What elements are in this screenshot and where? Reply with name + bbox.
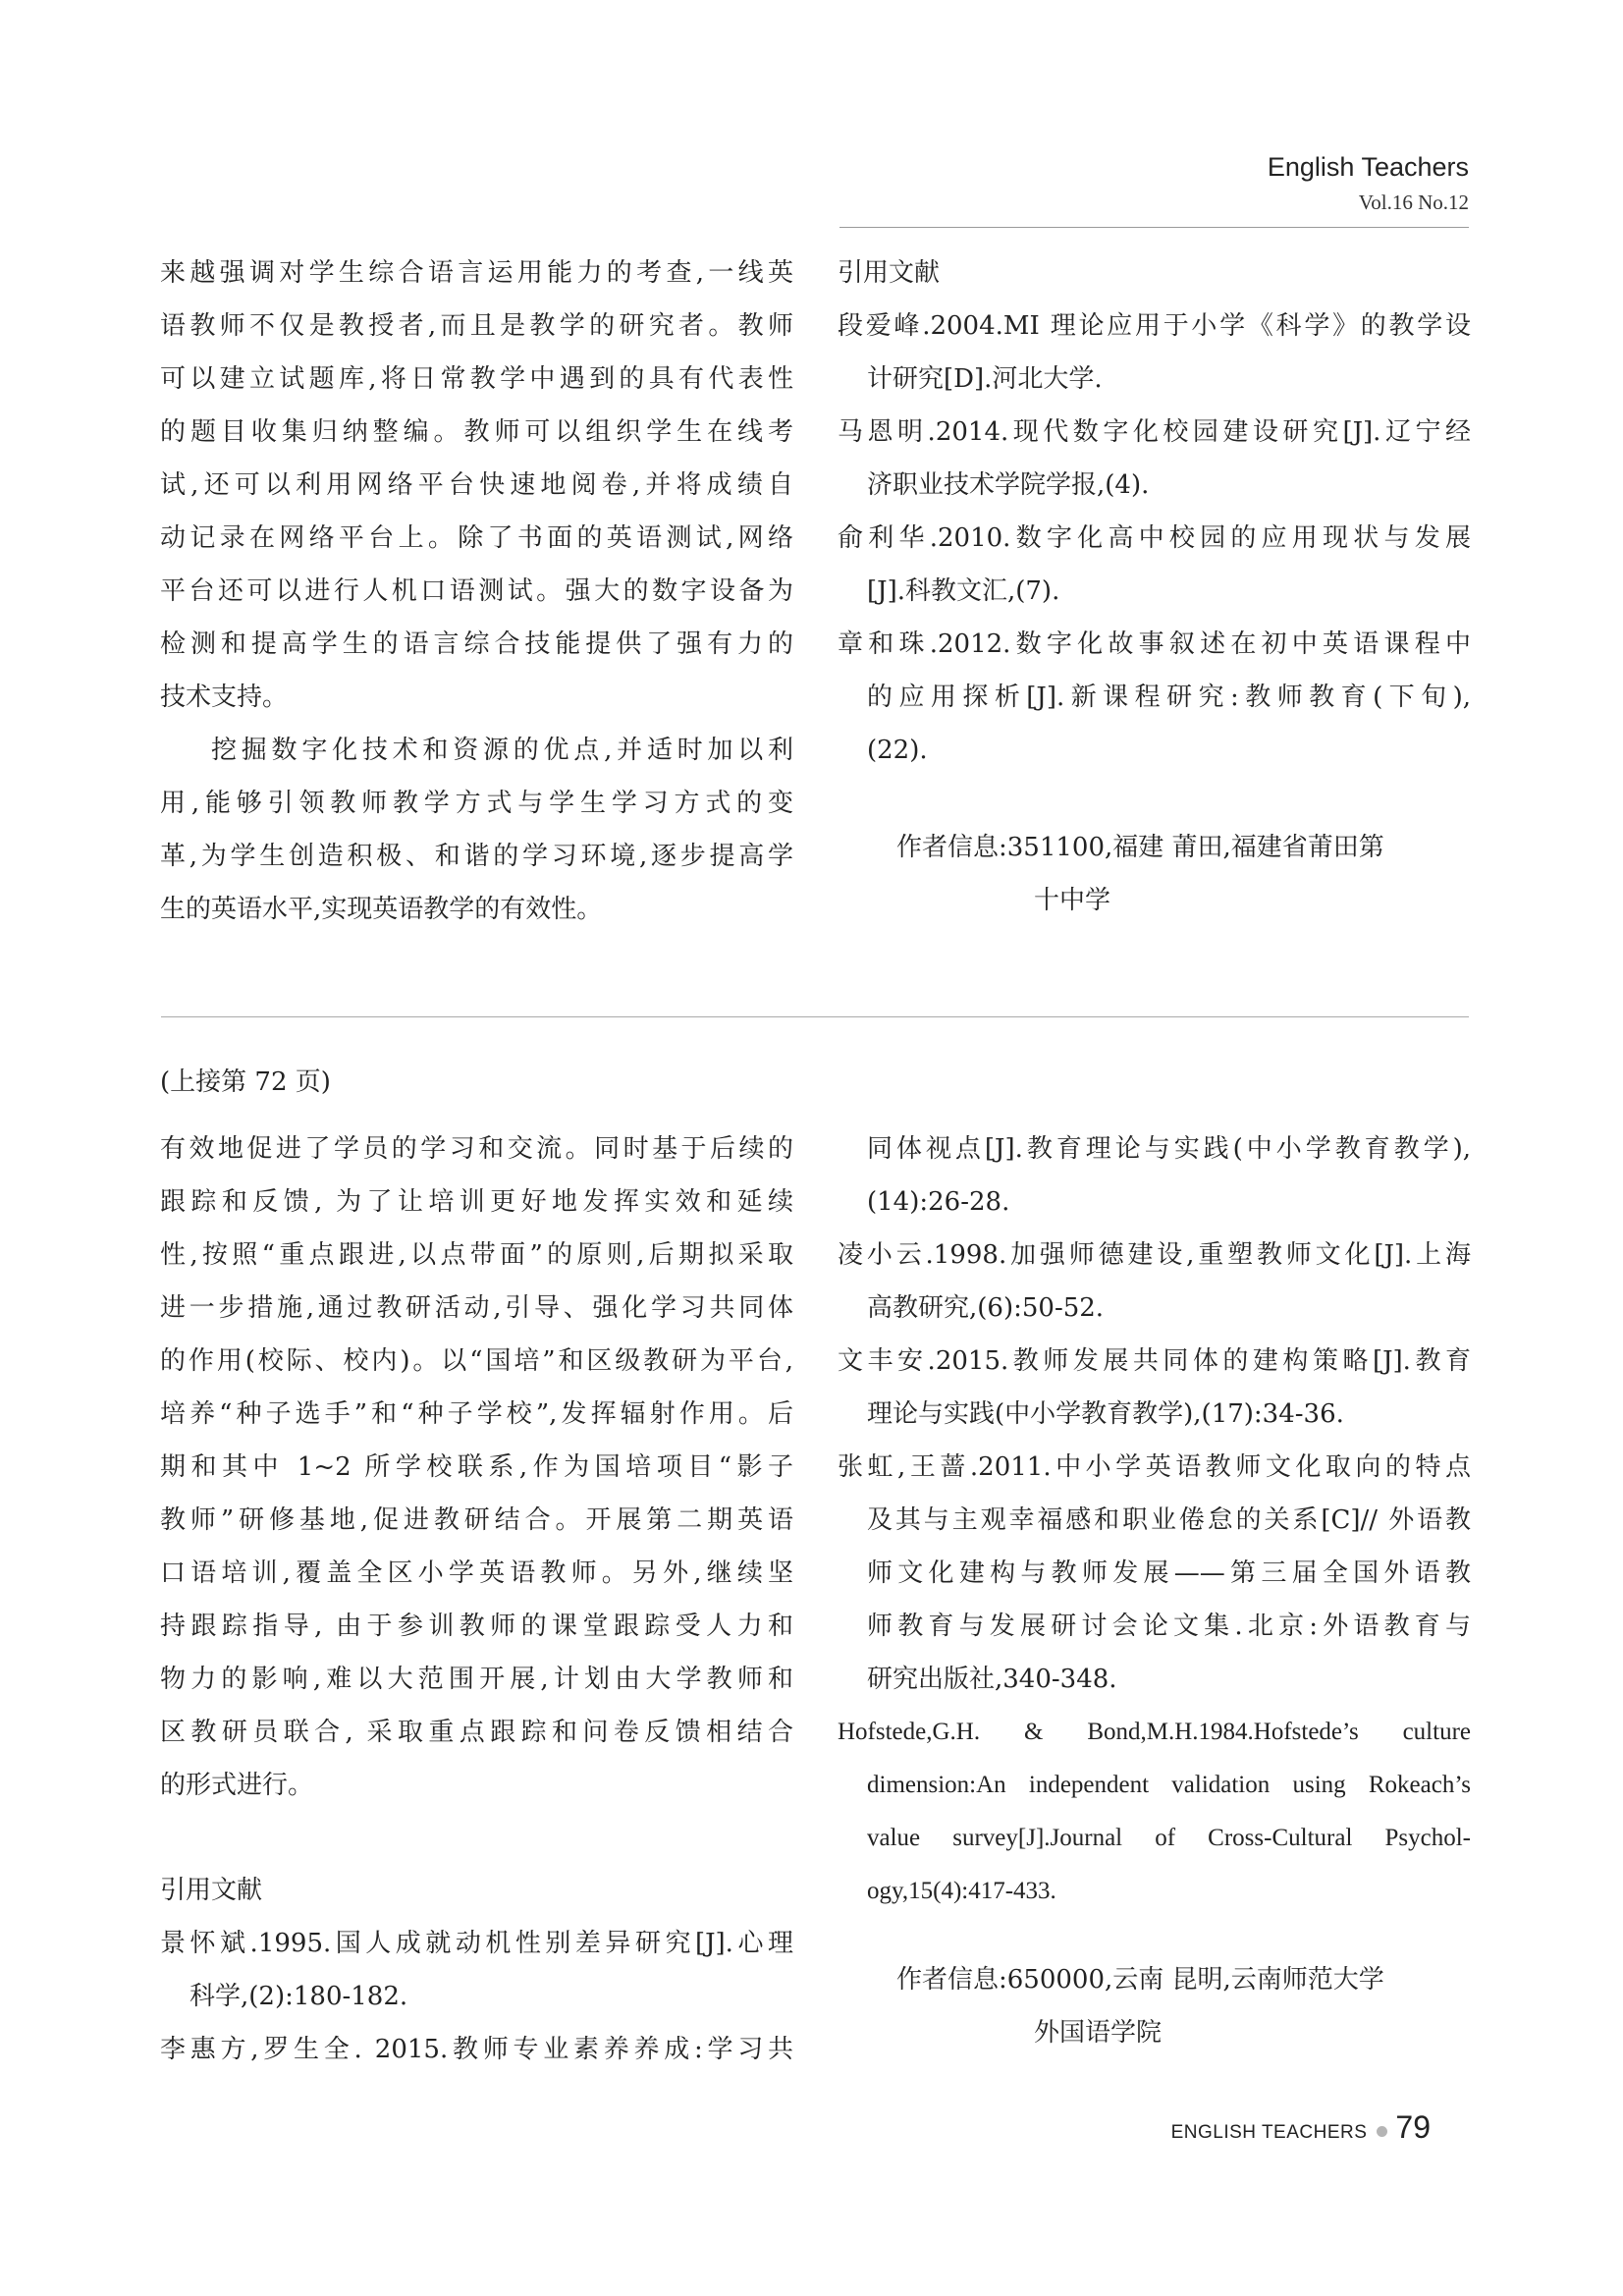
bottom-right-references xyxy=(838,1122,1471,1918)
reference-line: 凌小云.1998.加强师德建设,重塑教师文化[J].上海 xyxy=(838,1240,1471,1270)
body-line: 教师”研修基地,促进教研结合。开展第二期英语 xyxy=(160,1505,793,1535)
body-line: 试,还可以利用网络平台快速地阅卷,并将成绩自 xyxy=(160,470,793,500)
reference-line: 及其与主观幸福感和职业倦怠的关系[C]// 外语教 xyxy=(867,1505,1471,1535)
reference-line: 李惠方,罗生全. 2015.教师专业素养养成:学习共 xyxy=(160,2035,793,2064)
body-line: 可以建立试题库,将日常教学中遇到的具有代表性 xyxy=(160,364,793,394)
continued-from-note: (上接第 72 页) xyxy=(160,1067,331,1097)
references-heading: 引用文献 xyxy=(838,258,941,288)
reference-line: 的应用探析[J].新课程研究:教师教育(下旬), xyxy=(867,683,1471,712)
reference-line: 章和珠.2012.数字化故事叙述在初中英语课程中 xyxy=(838,629,1471,659)
body-line: 的形式进行。 xyxy=(160,1771,314,1800)
page-number: 79 xyxy=(1395,2109,1431,2145)
section-divider xyxy=(161,1016,1469,1017)
running-header xyxy=(1268,147,1469,218)
reference-line: Hofstede,G.H. & Bond,M.H.1984.Hofstede’s culture xyxy=(838,1719,1471,1745)
bottom-left-body xyxy=(160,1122,793,1812)
body-line: 进一步措施,通过教研活动,引导、强化学习共同体 xyxy=(160,1293,793,1323)
volume-issue: Vol.16 No.12 xyxy=(1358,191,1469,214)
body-line: 口语培训,覆盖全区小学英语教师。另外,继续坚 xyxy=(160,1558,793,1588)
reference-line: 马恩明.2014.现代数字化校园建设研究[J].辽宁经 xyxy=(838,417,1471,447)
body-line: 跟踪和反馈, 为了让培训更好地发挥实效和延续 xyxy=(160,1187,793,1217)
bottom-left-column xyxy=(160,1056,793,1109)
author-info-line: 作者信息:650000,云南 昆明,云南师范大学 xyxy=(896,1965,1384,1995)
reference-line: [J].科教文汇,(7). xyxy=(867,576,1060,606)
body-line: 的作用(校际、校内)。以“国培”和区级教研为平台, xyxy=(160,1346,793,1376)
reference-line: 俞利华.2010.数字化高中校园的应用现状与发展 xyxy=(838,523,1471,553)
body-line: 技术支持。 xyxy=(160,683,289,712)
reference-line: 景怀斌.1995.国人成就动机性别差异研究[J].心理 xyxy=(160,1929,793,1958)
page-footer xyxy=(1171,2109,1431,2146)
reference-line: 科学,(2):180-182. xyxy=(189,1982,408,2011)
reference-line: dimension:An independent validation using Rokeach’s xyxy=(867,1772,1471,1798)
body-line: 区教研员联合, 采取重点跟踪和问卷反馈相结合 xyxy=(160,1718,793,1747)
body-line: 性,按照“重点跟进,以点带面”的原则,后期拟采取 xyxy=(160,1240,793,1270)
author-info-line: 作者信息:351100,福建 莆田,福建省莆田第 xyxy=(896,833,1384,862)
body-line: 革,为学生创造积极、和谐的学习环境,逐步提高学 xyxy=(160,842,793,871)
body-line: 期和其中 1~2 所学校联系,作为国培项目“影子 xyxy=(160,1452,793,1482)
footer-dot-icon xyxy=(1377,2126,1387,2137)
body-line: 动记录在网络平台上。除了书面的英语测试,网络 xyxy=(160,523,793,553)
reference-line: (14):26-28. xyxy=(867,1187,1010,1217)
body-line: 语教师不仅是教授者,而且是教学的研究者。教师 xyxy=(160,311,793,341)
reference-line: 师教育与发展研讨会论文集.北京:外语教育与 xyxy=(867,1612,1471,1641)
reference-line: ogy,15(4):417-433. xyxy=(867,1878,1056,1904)
author-info-line: 十中学 xyxy=(1034,886,1111,915)
body-line: 检测和提高学生的语言综合技能提供了强有力的 xyxy=(160,629,793,659)
journal-title: English Teachers xyxy=(1267,152,1469,182)
reference-line: value survey[J].Journal of Cross-Cultural Psychol- xyxy=(867,1825,1471,1851)
header-rule xyxy=(839,227,1469,228)
references-heading: 引用文献 xyxy=(160,1876,263,1905)
body-line: 生的英语水平,实现英语教学的有效性。 xyxy=(160,895,603,924)
reference-line: 同体视点[J].教育理论与实践(中小学教育教学), xyxy=(867,1134,1471,1164)
body-line: 有效地促进了学员的学习和交流。同时基于后续的 xyxy=(160,1134,793,1164)
reference-line: 理论与实践(中小学教育教学),(17):34-36. xyxy=(867,1399,1344,1429)
top-author-info xyxy=(838,821,1471,927)
body-line: 来越强调对学生综合语言运用能力的考查,一线英 xyxy=(160,258,793,288)
reference-line: 高教研究,(6):50-52. xyxy=(867,1293,1105,1323)
top-right-column xyxy=(838,246,1471,777)
body-line: 持跟踪指导, 由于参训教师的课堂跟踪受人力和 xyxy=(160,1612,793,1641)
footer-journal-label: ENGLISH TEACHERS xyxy=(1170,2122,1368,2143)
reference-line: 计研究[D].河北大学. xyxy=(867,364,1103,394)
reference-line: 济职业技术学院学报,(4). xyxy=(867,470,1150,500)
body-line: 挖掘数字化技术和资源的优点,并适时加以利 xyxy=(211,736,793,765)
body-line: 平台还可以进行人机口语测试。强大的数字设备为 xyxy=(160,576,793,606)
body-line: 的题目收集归纳整编。教师可以组织学生在线考 xyxy=(160,417,793,447)
reference-line: 研究出版社,340-348. xyxy=(867,1665,1117,1694)
body-line: 培养“种子选手”和“种子学校”,发挥辐射作用。后 xyxy=(160,1399,793,1429)
reference-line: 文丰安.2015.教师发展共同体的建构策略[J].教育 xyxy=(838,1346,1471,1376)
reference-line: 师文化建构与教师发展——第三届全国外语教 xyxy=(867,1558,1471,1588)
bottom-left-references xyxy=(160,1864,793,2076)
body-line: 物力的影响,难以大范围开展,计划由大学教师和 xyxy=(160,1665,793,1694)
author-info-line: 外国语学院 xyxy=(1034,2018,1163,2048)
top-left-column xyxy=(160,246,793,936)
body-line: 用,能够引领教师教学方式与学生学习方式的变 xyxy=(160,789,793,818)
bottom-author-info xyxy=(838,1953,1471,2059)
reference-line: (22). xyxy=(867,736,928,765)
reference-line: 段爱峰.2004.MI 理论应用于小学《科学》的教学设 xyxy=(838,311,1471,341)
reference-line: 张虹,王蔷.2011.中小学英语教师文化取向的特点 xyxy=(838,1452,1471,1482)
